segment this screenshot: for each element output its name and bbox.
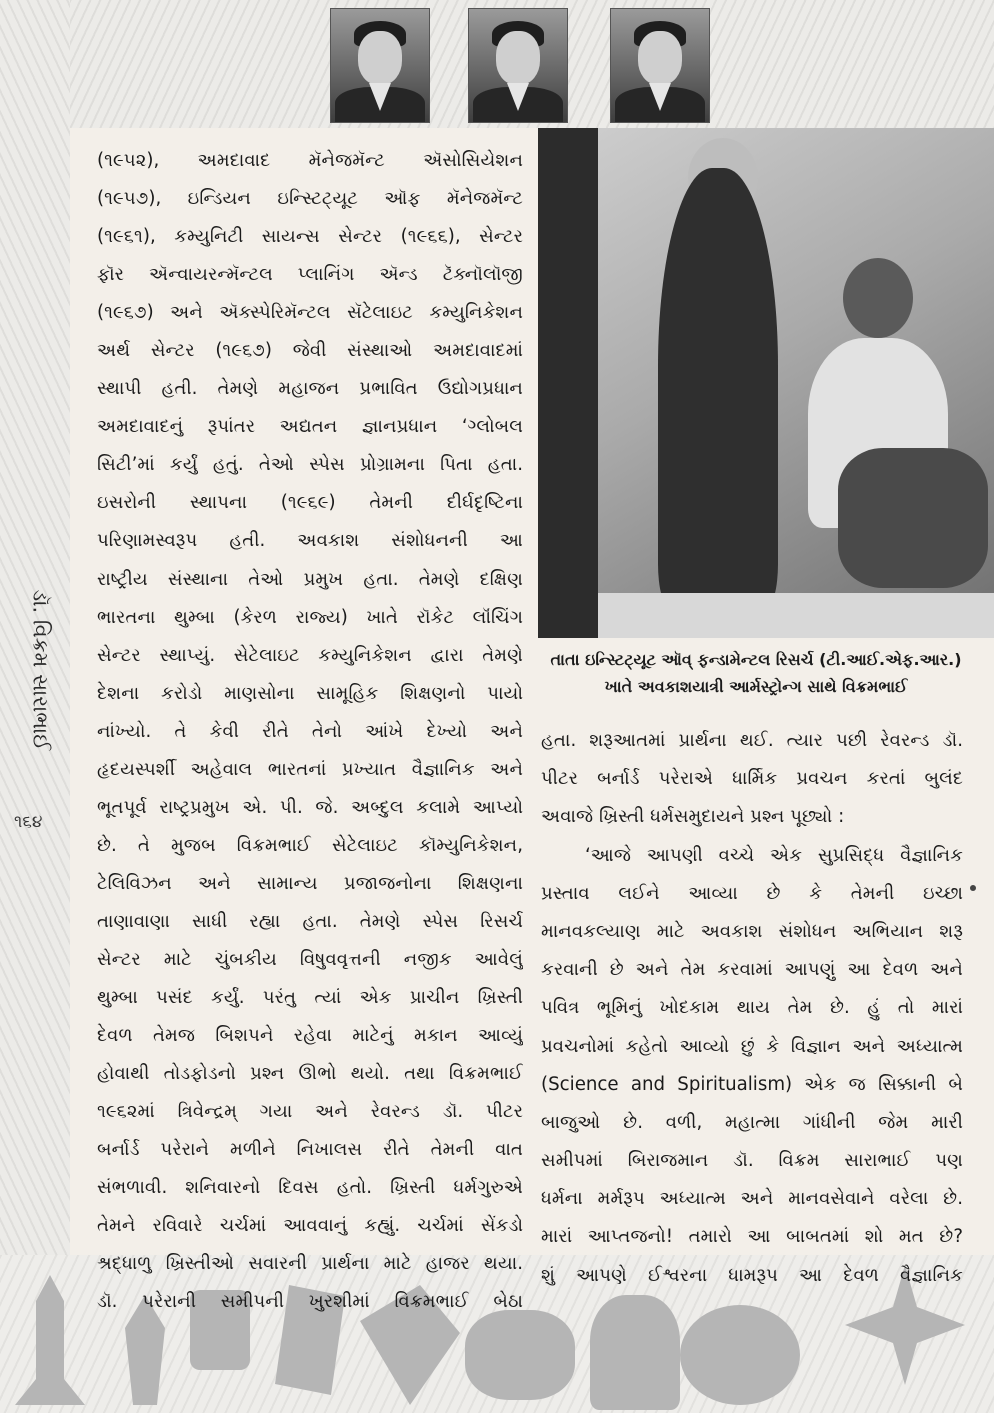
text-line: મારાં આપ્તજનો! તમારો આ બાબતમાં શો મત છે? (541, 1226, 963, 1248)
text-line: (૧૯૬૧), કમ્યુનિટી સાયન્સ સેન્ટર (૧૯૬૬), સેન્ટર (97, 226, 523, 248)
text-line: શ્રદ્ધાળુ ખ્રિસ્તીઓ સવારની પ્રાર્થના માટે હાજર થયા. (97, 1253, 523, 1275)
text-line: પરિણામસ્વરૂપ હતી. અવકાશ સંશોધનની આ (97, 530, 523, 552)
spacecraft-illustration (465, 1310, 575, 1400)
text-line: દેવળ તેમજ બિશપને રહેવા માટેનું મકાન આવ્યું (97, 1025, 523, 1047)
text-line: સેન્ટર માટે ચુંબકીય વિષુવવૃત્તની નજીક આવેલું (97, 948, 523, 970)
text-line: દેશના કરોડો માણસોના સામૂહિક શિક્ષણનો પાયો (97, 682, 523, 704)
caption-line: તાતા ઇન્સ્ટિટ્યૂટ ઑવ્ ફન્ડામેન્ટલ રિસર્ચ (ટી.આઈ.એફ.આર.) (550, 650, 962, 669)
text-line: (૧૯૫૭), ઇન્ડિયન ઇન્સ્ટિટ્યૂટ ઑફ મૅનેજમૅન્ટ (97, 188, 523, 210)
text-line: ટેલિવિઝન અને સામાન્ય પ્રજાજનોના શિક્ષણના (97, 872, 523, 894)
portrait-photo (610, 8, 710, 123)
text-line: ડૉ. પરેરાની સમીપની ખુરશીમાં વિક્રમભાઈ બેઠા (97, 1291, 523, 1313)
text-line: ઇસરોની સ્થાપના (૧૯૬૯) તેમની દીર્ઘદૃષ્ટિના (97, 492, 523, 514)
historical-photo (538, 128, 994, 638)
text-line: પ્રસ્તાવ લઈને આવ્યા છે કે તેમની ઇચ્છા (541, 882, 963, 904)
page-number: ૧૬૪ (14, 812, 43, 832)
text-line: નાંખ્યો. તે કેવી રીતે તેનો આંખે દેખ્યો અને (97, 720, 523, 742)
text-line: (૧૯૬૭) અને ઍક્સ્પેરિમૅન્ટલ સૅટેલાઇટ કમ્યુનિકેશન (97, 302, 523, 324)
text-line: ૧૯૬૨માં ત્રિવેન્દ્રમ્ ગયા અને રેવરન્ડ ડૉ. પીટર (97, 1101, 523, 1123)
text-line: (૧૯૫૨), અમદાવાદ મૅનેજમૅન્ટ ઍસોસિયેશન (97, 150, 523, 171)
text-line: પવિત્ર ભૂમિનું ખોદકામ થાય તેમ છે. હું તો મારાં (541, 997, 963, 1019)
text-line: બર્નાર્ડ પરેરાને મળીને નિખાલસ રીતે તેમની વાત (97, 1139, 523, 1161)
text-line: ધર્મના મર્મરૂપ અધ્યાત્મ અને માનવસેવાને વરેલા છે. (541, 1188, 963, 1210)
text-line: ભૂતપૂર્વ રાષ્ટ્રપ્રમુખ એ. પી. જે. અબ્દુલ કલામે આપ્યો (97, 796, 523, 818)
chapter-side-title (10, 540, 70, 800)
text-line: થુમ્બા પસંદ કર્યું. પરંતુ ત્યાં એક પ્રાચીન ખ્રિસ્તી (97, 987, 523, 1009)
text-line: હૃદયસ્પર્શી અહેવાલ ભારતનાં પ્રખ્યાત વૈજ્ઞાનિક અને (97, 758, 523, 780)
text-line: (Science and Spiritualism) એક જ સિક્કાની બે (541, 1073, 963, 1095)
portrait-photo (468, 8, 568, 123)
text-line: માનવકલ્યાણ માટે અવકાશ સંશોધન અભિયાન શરૂ (541, 920, 963, 942)
photo-caption (541, 646, 971, 700)
text-line: અવાજે ખ્રિસ્તી ધર્મસમુદાયને પ્રશ્ન પૂછ્યો : (541, 806, 845, 828)
text-line: હતા. શરૂઆતમાં પ્રાર્થના થઈ. ત્યાર પછી રેવરન્ડ ડૉ. (541, 730, 963, 751)
text-line: સેન્ટર સ્થાપ્યું. સેટેલાઇટ કમ્યુનિકેશન દ્વારા તેમણે (97, 644, 523, 666)
text-line: પીટર બર્નાર્ડ પરેરાએ ધાર્મિક પ્રવચન કરતાં બુલંદ (541, 768, 963, 790)
text-line: છે. તે મુજબ વિક્રમભાઈ સેટેલાઇટ કૉમ્યુનિકેશન, (97, 834, 523, 856)
text-line: પ્રવચનોમાં કહેતો આવ્યો છું કે વિજ્ઞાન અને અધ્યાત્મ (541, 1035, 963, 1057)
astronaut-illustration (590, 1295, 680, 1410)
text-line: બાજુઓ છે. વળી, મહાત્મા ગાંધીની જેમ મારી (541, 1111, 963, 1133)
text-line: અર્થ સેન્ટર (૧૯૬૭) જેવી સંસ્થાઓ અમદાવાદમાં (97, 340, 523, 362)
text-line: તાણાવાણા સાધી રહ્યા હતા. તેમણે સ્પેસ રિસર્ચ (97, 910, 523, 932)
text-line: રાષ્ટ્રીય સંસ્થાના તેઓ પ્રમુખ હતા. તેમણે દક્ષિણ (97, 568, 523, 590)
text-line: શું આપણે ઈશ્વરના ધામરૂપ આ દેવળ વૈજ્ઞાનિક (541, 1264, 963, 1286)
margin-dot (970, 885, 976, 891)
text-line: કરવાની છે અને તેમ કરવામાં આપણું આ દેવળ અને (541, 959, 963, 981)
text-line: ફૉર ઍન્વાયરન્મૅન્ટલ પ્લાનિંગ ઍન્ડ ટૅક્નૉલૉજી (97, 264, 523, 286)
caption-line: ખાતે અવકાશયાત્રી આર્મસ્ટ્રોન્ગ સાથે વિક્રમભાઈ (604, 677, 908, 696)
text-line: સિટી’માં કર્યું હતું. તેઓ સ્પેસ પ્રોગ્રામના પિતા હતા. (97, 454, 523, 476)
ringed-planet-illustration (680, 1305, 800, 1405)
body-text-right-column (541, 722, 963, 1295)
text-line: અમદાવાદનું રૂપાંતર અદ્યતન જ્ઞાનપ્રધાન ‘ગ્લોબલ (97, 416, 523, 438)
side-title-text: ડૉ. વિક્રમ સારાભાઈ (28, 589, 53, 751)
portrait-photo (330, 8, 430, 123)
text-line: ‘આજે આપણી વચ્ચે એક સુપ્રસિદ્ધ વૈજ્ઞાનિક (585, 844, 963, 866)
text-line: તેમને રવિવારે ચર્ચમાં આવવાનું કહ્યું. ચર્ચમાં સેંકડો (97, 1215, 523, 1237)
text-line: સ્થાપી હતી. તેમણે મહાજન પ્રભાવિત ઉદ્યોગપ્રધાન (97, 378, 523, 400)
space-shuttle-illustration (15, 1275, 85, 1405)
text-line: સમીપમાં બિરાજમાન ડૉ. વિક્રમ સારાભાઈ પણ (541, 1150, 963, 1172)
text-line: હોવાથી તોડફોડનો પ્રશ્ન ઊભો થયો. તથા વિક્રમભાઈ (97, 1063, 523, 1085)
text-line: સંભળાવી. શનિવારનો દિવસ હતો. ખ્રિસ્તી ધર્મગુરુએ (97, 1177, 523, 1199)
body-text-left-column (97, 142, 523, 1321)
text-line: ભારતના થુમ્બા (કેરળ રાજ્ય) ખાતે રૉકેટ લૉંચિંગ (97, 606, 523, 628)
